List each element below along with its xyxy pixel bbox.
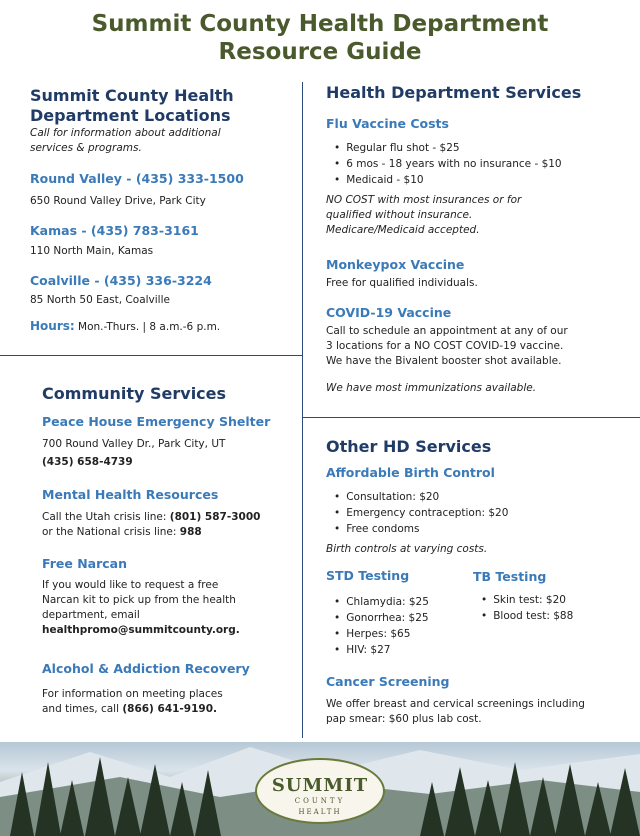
title-line-1: Summit County Health Department	[91, 11, 549, 37]
right-divider	[302, 417, 640, 418]
immunizations-note: We have most immunizations available.	[326, 382, 537, 394]
list-item: • Gonorrhea: $25	[334, 610, 429, 626]
covid-heading: COVID-19 Vaccine	[326, 305, 452, 320]
coalville-heading: Coalville - (435) 336-3224	[30, 273, 212, 288]
mental-health-text: Call the Utah crisis line: (801) 587-3000 or the National crisis line: 988	[42, 511, 261, 538]
round-valley-address: 650 Round Valley Drive, Park City	[30, 195, 206, 207]
mental-health-heading: Mental Health Resources	[42, 487, 219, 502]
list-item: • 6 mos - 18 years with no insurance - $10	[334, 156, 562, 172]
list-item: • Emergency contraception: $20	[334, 505, 508, 521]
title-line-2: Resource Guide	[218, 39, 422, 65]
locations-heading: Summit County Health Department Locations	[30, 86, 234, 125]
other-services-heading: Other HD Services	[326, 437, 492, 456]
list-item: • Herpes: $65	[334, 626, 429, 642]
flu-note: NO COST with most insurances or for qualified without insurance. Medicare/Medicaid accepted.	[326, 194, 522, 236]
peace-house-phone: (435) 658-4739	[42, 456, 133, 468]
alcohol-heading: Alcohol & Addiction Recovery	[42, 661, 250, 676]
services-heading: Health Department Services	[326, 83, 582, 102]
column-divider-bottom	[302, 400, 303, 738]
round-valley-heading: Round Valley - (435) 333-1500	[30, 171, 244, 186]
narcan-email[interactable]: healthpromo@summitcounty.org.	[42, 624, 240, 636]
page-title	[0, 10, 640, 66]
list-item: • Skin test: $20	[481, 592, 573, 608]
cancer-text: We offer breast and cervical screenings including pap smear: $60 plus lab cost.	[326, 698, 585, 725]
hours-label: Hours:	[30, 319, 75, 333]
narcan-heading: Free Narcan	[42, 556, 128, 571]
peace-house-heading: Peace House Emergency Shelter	[42, 414, 271, 429]
flu-heading: Flu Vaccine Costs	[326, 116, 449, 131]
covid-text: Call to schedule an appointment at any of our 3 locations for a NO COST COVID-19 vaccine. We have the Bivalent booster shot available.	[326, 325, 568, 367]
narcan-text: If you would like to request a free Narcan kit to pick up from the health department, email healthpromo@summitcounty.org.	[42, 579, 240, 636]
column-divider-top	[302, 82, 303, 436]
birth-control-heading: Affordable Birth Control	[326, 465, 495, 480]
std-heading: STD Testing	[326, 568, 410, 583]
logo-sub-text: COUNTY	[294, 797, 346, 805]
alcohol-text: For information on meeting places and times, call (866) 641-9190.	[42, 688, 223, 715]
hours	[30, 319, 220, 335]
tb-list	[481, 592, 573, 624]
monkeypox-heading: Monkeypox Vaccine	[326, 257, 465, 272]
list-item: • Medicaid - $10	[334, 172, 562, 188]
list-item: • HIV: $27	[334, 642, 429, 658]
birth-control-list	[334, 489, 508, 537]
coalville-address: 85 North 50 East, Coalville	[30, 294, 170, 306]
list-item: • Consultation: $20	[334, 489, 508, 505]
logo-main-text: SUMMIT	[271, 775, 369, 796]
logo-sub-text-2: HEALTH	[298, 808, 342, 816]
locations-intro: Call for information about additional services & programs.	[30, 127, 221, 154]
tb-heading: TB Testing	[473, 569, 547, 584]
birth-control-note: Birth controls at varying costs.	[326, 543, 488, 555]
monkeypox-text: Free for qualified individuals.	[326, 277, 478, 289]
std-list	[334, 594, 429, 658]
cancer-heading: Cancer Screening	[326, 674, 450, 689]
left-divider	[0, 355, 302, 356]
list-item: • Chlamydia: $25	[334, 594, 429, 610]
kamas-heading: Kamas - (435) 783-3161	[30, 223, 199, 238]
community-heading: Community Services	[42, 384, 227, 403]
flu-list	[334, 140, 562, 188]
list-item: • Blood test: $88	[481, 608, 573, 624]
list-item: • Free condoms	[334, 521, 508, 537]
hours-value: Mon.-Thurs. | 8 a.m.-6 p.m.	[78, 321, 221, 333]
list-item: • Regular flu shot - $25	[334, 140, 562, 156]
kamas-address: 110 North Main, Kamas	[30, 245, 154, 257]
peace-house-address: 700 Round Valley Dr., Park City, UT	[42, 438, 226, 450]
